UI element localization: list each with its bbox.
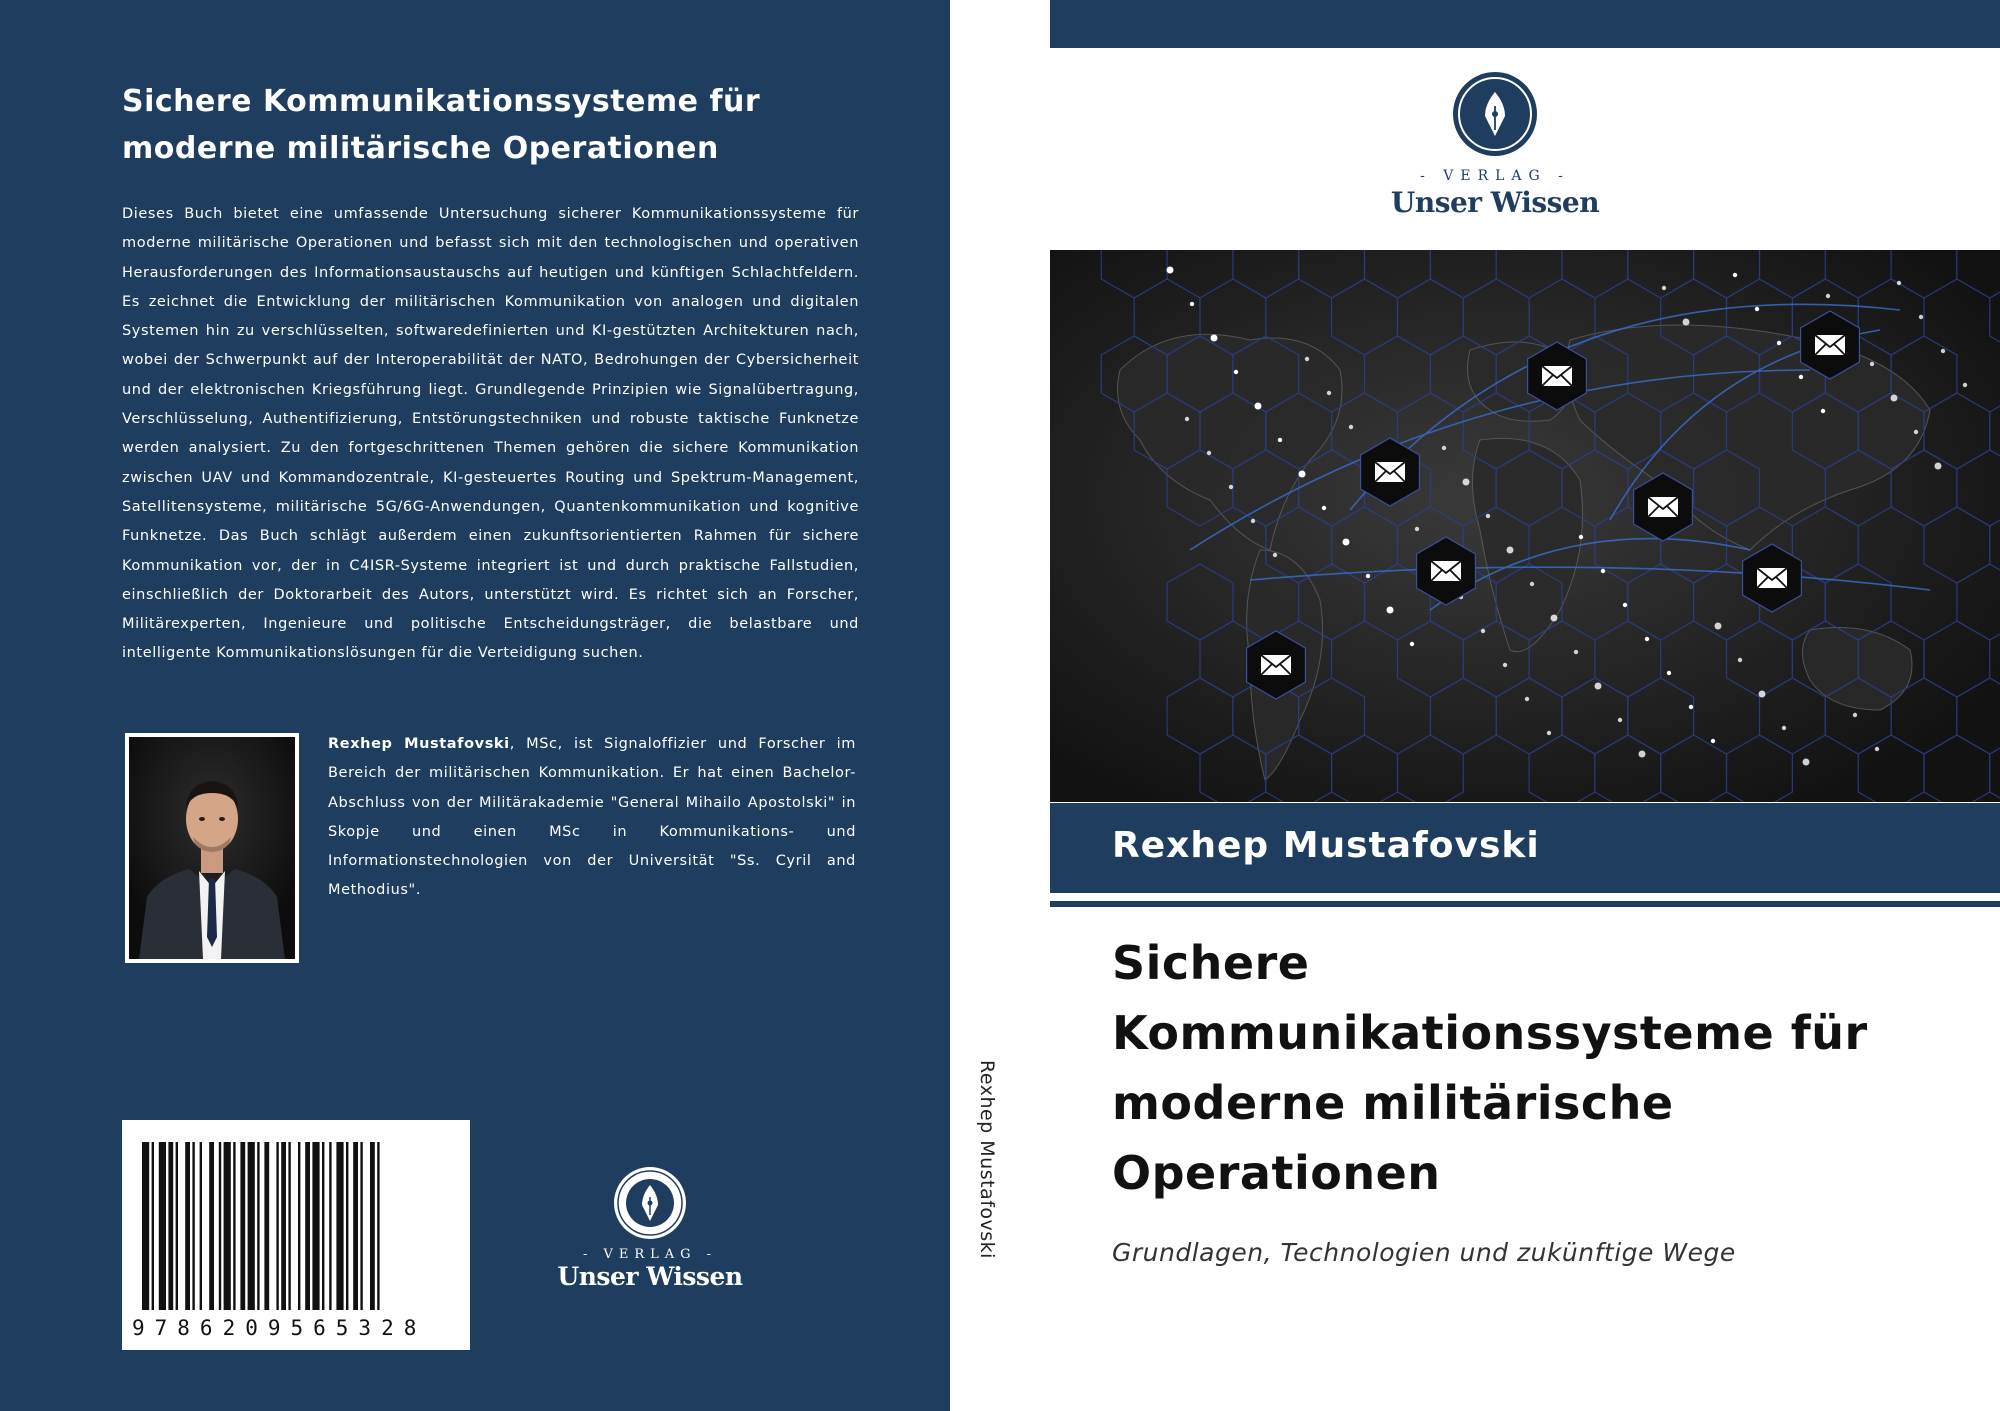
front-title-line-1: Sichere (1112, 936, 1310, 990)
author-bio-name: Rexhep Mustafovski (328, 736, 510, 752)
barcode-icon (122, 1120, 470, 1320)
front-title-line-2: Kommunikationssysteme für (1112, 1006, 1868, 1060)
front-author-name: Rexhep Mustafovski (1112, 825, 1540, 866)
front-cover-subtitle: Grundlagen, Technologien und zukünftige Wege (1112, 1238, 1736, 1267)
front-top-bar (1050, 0, 2000, 48)
back-cover (0, 0, 950, 1411)
author-bio-text: , MSc, ist Signaloffizier und Forscher im Bereich der militärischen Kommunikation. Er hat einen Bachelor-Abschluss von der Militärakademie "General Mihailo Apostolski" in Skopje und einen MSc in Kommunikations- und Informationstechnologien von der Universität "Ss. Cyril and Methodius". (328, 736, 856, 899)
front-logo-brand: Unser Wissen (1390, 186, 1600, 219)
pen-nib-emblem-icon (1451, 70, 1539, 158)
front-publisher-logo (1388, 70, 1602, 219)
back-title-line-1: Sichere Kommunikationssysteme für (122, 84, 761, 119)
back-publisher-logo (555, 1165, 745, 1291)
front-title-line-3: moderne militärische (1112, 1076, 1674, 1130)
isbn-barcode (122, 1120, 470, 1350)
spine (950, 0, 1050, 1411)
book-description: Dieses Buch bietet eine umfassende Untersuchung sicherer Kommunikationssysteme für moderne militärische Operationen und befasst sich mit den technologischen und operativen Herausforderungen des Informationsaustauschs auf heutigen und künftigen Schlachtfeldern. Es zeichnet die Entwicklung der militärischen Kommunikation von analogen und digitalen Systemen hin zu verschlüsselten, softwaredefinierten und KI-gestützten Architekturen nach, wobei der Schwerpunkt auf der Interoperabilität der NATO, Bedrohungen der Cybersicherheit und der elektronischen Kriegsführung liegt. Grundlegende Prinzipien wie Signalübertragung, Verschlüsselung, Authentifizierung, Entstörungstechniken und robuste taktische Funknetze werden analysiert. Zu den fortgeschrittenen Themen gehören die sichere Kommunikation zwischen UAV und Kommandozentrale, KI-gesteuertes Routing und Spektrum-Management, Satellitensysteme, militärische 5G/6G-Anwendungen, Quantenkommunikation und kognitive Funknetze. Das Buch schlägt außerdem einen zukunftsorientierten Rahmen für sichere Kommunikation vor, der in C4ISR-Systeme integriert ist und durch praktische Fallstudien, einschließlich der Doktorarbeit des Autors, unterstützt wird. Es richtet sich an Forscher, Militärexperten, Ingenieure und politische Entscheidungsträger, die belastbare und intelligente Kommunikationslösungen für die Verteidigung suchen. (122, 206, 859, 662)
author-band (1050, 803, 2000, 893)
world-network-illustration (1050, 250, 2000, 802)
spine-author: Rexhep Mustafovski (976, 1060, 998, 1259)
author-photo (125, 733, 299, 963)
back-logo-verlag: - VERLAG - (582, 1247, 718, 1262)
front-logo-verlag: - VERLAG - (1420, 168, 1570, 184)
back-title-line-2: moderne militärische Operationen (122, 131, 719, 166)
pen-nib-emblem-icon (612, 1165, 688, 1241)
back-logo-brand: Unser Wissen (557, 1262, 743, 1291)
front-cover (1050, 0, 2000, 1411)
divider-rule (1050, 901, 2000, 907)
back-cover-title (122, 78, 882, 172)
isbn-digits: 9786209565328 (132, 1316, 427, 1340)
author-bio (328, 730, 856, 906)
front-cover-title (1112, 928, 1972, 1208)
front-title-line-4: Operationen (1112, 1146, 1441, 1200)
